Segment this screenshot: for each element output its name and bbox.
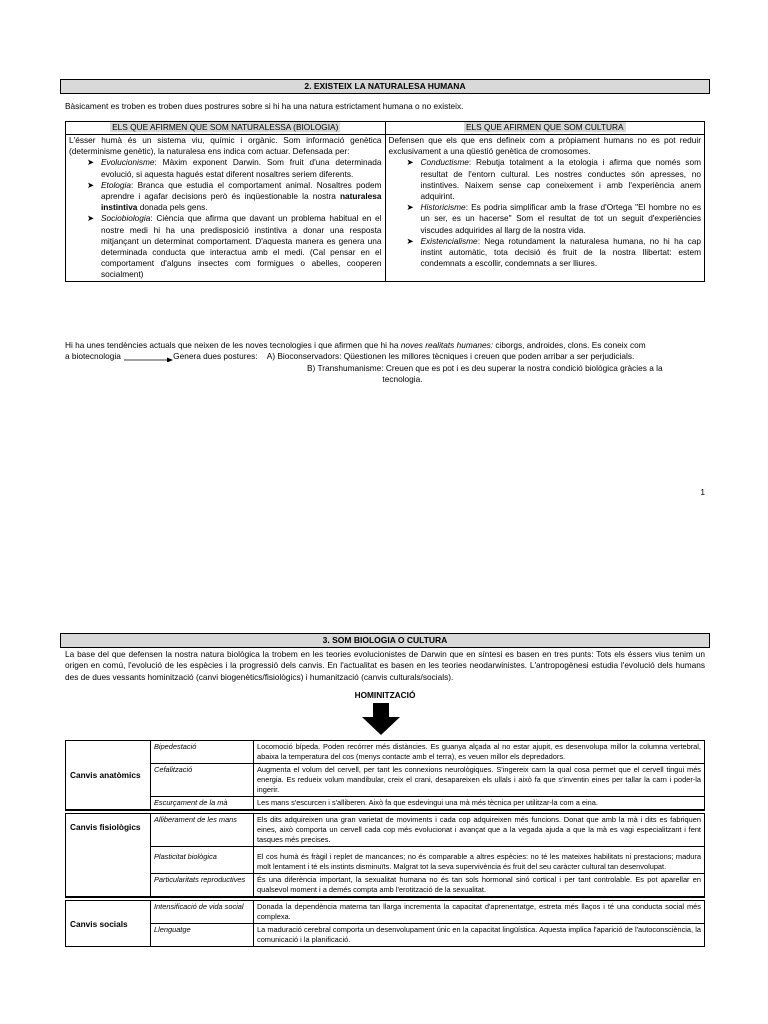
- table-row: [66, 764, 705, 797]
- row-description: Les mans s'escurcen i s'alliberen. Això fa que esdevingui una mà més tècnica per utilitzar-la com a eina.: [254, 797, 705, 811]
- list-item: ➤ Evolucionisme: Màxim exponent Darwin. Som fruit d'una determinada evolució, si aquesta hagués estat diferent nosaltres seriem diferents.: [87, 157, 382, 179]
- category-cell: Canvis anatòmics: [66, 741, 151, 811]
- category-cell: Canvis fisiològics: [66, 814, 151, 898]
- list-item: ➤ Etologia: Branca que estudia el comportament animal. Nosaltres podem aprendre i agafar decisions però és inqüestionable la nostra naturalesa instintiva donada pels gens.: [87, 179, 382, 213]
- culture-intro: Defensen que els que ens defineix com a pròpiament humans no es pot reduir exclusivament a una qüestió genètica de cromosomes.: [388, 135, 701, 157]
- arrow-bullet-icon: ➤: [87, 179, 94, 190]
- table-row: [66, 874, 705, 898]
- list-item: ➤ Sociobiologia: Ciència que afirma que davant un problema habitual en el nostre medi hi ha una predisposició instintiva a donar una resposta mitjançant un determinat comportament. D'aquesta manera es genera una determinada conducta que interactua amb el medi. (Cal pensar en el comportament d'alguns insectes com formigues o abelles, cooperen socialment): [87, 213, 382, 280]
- row-description: La maduració cerebral comporta un desenvolupament únic en la capacitat lingüística. Aquesta implica l'aparició de l'autoconsciència, la comunicació i la planificació.: [254, 924, 705, 947]
- table-row: [66, 847, 705, 874]
- section-2-title: 2. EXISTEIX LA NATURALESA HUMANA: [60, 79, 710, 94]
- table-row: [66, 797, 705, 811]
- arrow-bullet-icon: ➤: [406, 157, 414, 168]
- list-item: ➤ Existencialisme: Nega rotundament la naturalesa humana, no hi ha cap instint automàtic, tota decisió és fruit de la nostra llibertat: estem condemnats a escollir, condemnats a ser lliures.: [406, 235, 701, 269]
- list-item: ➤ Conductisme: Rebutja totalment a la etologia i afirma que només som resultat de l'entorn cultural. Les nostres conductes són apresses, no instintives. Naixem sense cap coneixement i amb l'experiència anem adquirint.: [406, 157, 701, 202]
- technology-paragraph: Hi ha unes tendències actuals que neixen de les noves tecnologies i que afirmen que hi ha noves realitats humanes: ciborgs, androides, clons. Es coneix com a biotecnologia Genera dues postures: A) Bioconservadors: Qüestionen les millores tècniques i creuen que poden arribar a ser perjudicials. B) Transhumanisme: Creuen que es pot i es deu superar la nostra condició biològica gràcies a la tecnologia.: [65, 340, 663, 385]
- culture-column-heading: ELS QUE AFIRMEN QUE SOM CULTURA: [385, 122, 705, 135]
- row-name: Escurçament de la mà: [151, 797, 254, 811]
- row-name: Alliberament de les mans: [151, 814, 254, 847]
- row-description: És una diferència important, la sexualitat humana no és tan sols hormonal sinó cortical i per tant controlable. Es pot aparellar en qualsevol moment i a demés compta amb l'erotització de la sexualitat.: [254, 874, 705, 898]
- arrow-bullet-icon: ➤: [406, 202, 414, 213]
- down-arrow-icon: [362, 703, 400, 740]
- hominitzacio-table: [65, 740, 705, 947]
- row-description: Locomoció bípeda. Poden recórrer més distàncies. Es guanya alçada al no estar ajupit, es desenvolupa millor la columna vertebral, abaixa la temperatura del cos (menys contacte amb el terra), es veuen millor els depredadors.: [254, 741, 705, 764]
- arrow-bullet-icon: ➤: [406, 235, 414, 246]
- positions-table: [65, 121, 705, 282]
- row-description: El cos humà és fràgil i replet de mancances; no és comparable a altres espècies: no té les mateixes habilitats ni prestacions; madura molt lentament i té els instints disminuïts. Malgrat tot la seva supervivència és fruit del seu caràcter cultural tan desenvolupat.: [254, 847, 705, 874]
- arrow-bullet-icon: ➤: [87, 157, 94, 168]
- row-name: Bipedestació: [151, 741, 254, 764]
- right-arrow-icon: [123, 354, 173, 360]
- row-name: Cefalització: [151, 764, 254, 797]
- category-cell: Canvis socials: [66, 901, 151, 947]
- row-description: Els dits adquireixen una gran varietat de moviments i cada cop adquireixen més funcions. Donat que amb la mà i dits es fabriquen eines, això comporta un cervell cada cop més evolucionat i avançat que a la vegada ajuda a que la mà es vagi especialitzant i fent tasques més precises.: [254, 814, 705, 847]
- table-row: [66, 901, 705, 924]
- table-row: [66, 924, 705, 947]
- row-name: Llenguatge: [151, 924, 254, 947]
- hominitzacio-heading: HOMINITZACIÓ: [354, 690, 416, 700]
- page-number: 1: [700, 487, 705, 497]
- table-row: [66, 814, 705, 847]
- list-item: ➤ Historicisme: Es podria simplificar amb la frase d'Ortega "El hombre no es un ser, es un hacerse" Som el resultat de tot un seguit d'experiències viscudes adquirides al llarg de la nostra vida.: [406, 202, 701, 235]
- row-name: Particularitats reproductives: [151, 874, 254, 898]
- row-name: Intensificació de vida social: [151, 901, 254, 924]
- section-3-title: 3. SOM BIOLOGIA O CULTURA: [60, 633, 710, 648]
- nature-column: [66, 135, 386, 282]
- nature-column-heading: ELS QUE AFIRMEN QUE SOM NATURALESSA (BIOLOGIA): [66, 122, 386, 135]
- nature-intro: L'ésser humà és un sistema viu, químic i orgànic. Som informació genètica (determinisme genètic), la naturalesa ens indica com actuar. Defensada per:: [69, 135, 382, 157]
- section-3-intro: La base del que defensen la nostra natura biològica la trobem en les teories evolucionistes de Darwin que en síntesi es basen en tres punts: Tots els éssers vius tenim un origen en comú, l'evolució de les espècies i la progressió dels canvis. En l'actualitat es basen en les teories neodarwinistes. L'antropogènesi estudia l'evolució dels humans des de dues vessants hominització (canvi biogenètics/fisiològics) i humanització (canvis culturals/socials).: [65, 649, 705, 682]
- arrow-bullet-icon: ➤: [87, 213, 94, 224]
- row-description: Augmenta el volum del cervell, per tant les connexions neurològiques. S'ingereix carn la qual cosa permet que el cervell tingui més energia. Es redueix volum mandibular, creix el crani, desapareixen els ullals i això fa que s'inventin eines per tallar la carn i poder-la ingerir.: [254, 764, 705, 797]
- row-name: Plasticitat biològica: [151, 847, 254, 874]
- culture-column: [385, 135, 705, 282]
- table-row: [66, 741, 705, 764]
- row-description: Donada la dependència materna tan llarga incrementa la capacitat d'aprenentatge, estreta més llaços i té una conducta social més complexa.: [254, 901, 705, 924]
- section-2-intro: Bàsicament es troben es troben dues postrures sobre si hi ha una natura estrictament humana o no existeix.: [65, 101, 464, 111]
